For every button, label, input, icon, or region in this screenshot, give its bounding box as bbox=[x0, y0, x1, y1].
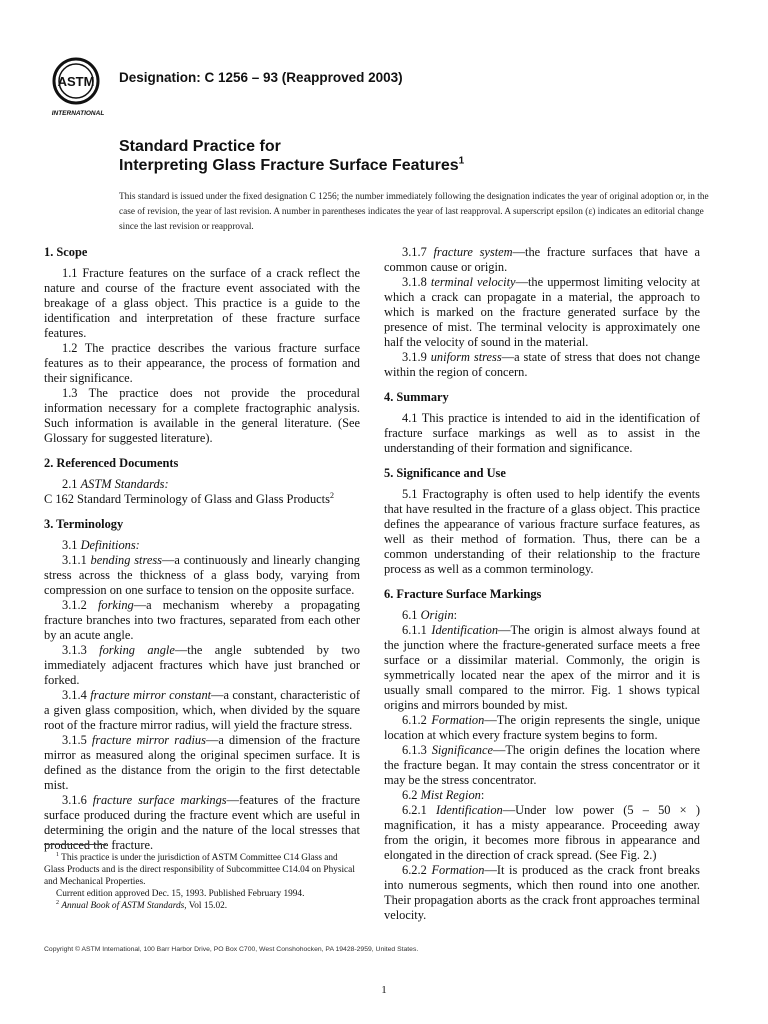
designation: Designation: C 1256 – 93 (Reapproved 2003) bbox=[119, 70, 403, 85]
page-title bbox=[119, 137, 464, 175]
logo-subtext: INTERNATIONAL bbox=[51, 110, 105, 117]
astm-logo bbox=[48, 55, 110, 117]
mist-label: 6.2 Mist Region: bbox=[402, 788, 485, 802]
significance-p1: 5.1 Fractography is often used to help identify the events that have resulted in the fracture of a glass object. This practice defines the appearance of various fracture surface features, as well as their method of formation. Thus, there can be a common understanding of their relationship to the fracture process as well as a common terminology. bbox=[384, 487, 700, 576]
definition-bending-stress: 3.1.1 bending stress—a continuously and linearly changing stress across the thickness of a glass body, varying from compression on one surface to tension on the opposite surface. bbox=[44, 553, 360, 597]
definition-forking-angle: 3.1.3 forking angle—the angle subtended by two immediately adjacent fractures which have just branched or forked. bbox=[44, 643, 361, 687]
definition-fracture-mirror-constant: 3.1.4 fracture mirror constant—a constant, characteristic of a given glass composition, which, when divided by the square root of the fracture mirror radius, will yield the fracture stress. bbox=[44, 688, 360, 732]
summary-p1: 4.1 This practice is intended to aid in the identification of fracture surface markings as well as to assist in the understanding of their formation and significance. bbox=[384, 411, 700, 455]
astm-logo-icon bbox=[48, 55, 110, 117]
mist-identification: 6.2.1 Identification—Under low power (5 – 50 × ) magnification, it has a misty appearance. Proceeding away from the origin, it becomes more fibrous in appearance and elongated in the direction of crack spread. (See Fig. 2.) bbox=[384, 803, 700, 862]
footnote-1-line-2: Current edition approved Dec. 15, 1993. Published February 1994. bbox=[56, 889, 305, 899]
refs-item: C 162 Standard Terminology of Glass and Glass Products$^2$ bbox=[44, 490, 334, 506]
section-summary-heading: 4. Summary bbox=[384, 390, 449, 404]
right-column bbox=[384, 245, 700, 923]
footnotes bbox=[44, 852, 360, 912]
left-column bbox=[44, 245, 360, 853]
title-footnote-mark: 1 bbox=[458, 155, 465, 167]
scope-p3: 1.3 The practice does not provide the procedural information necessary for a complete fractographic analysis. Such information is available in the general literature. (See Glossary for suggested literature). bbox=[44, 386, 360, 445]
intro-paragraph: This standard is issued under the fixed designation C 1256; the number immediately following the designation indicates the year of original adoption or, in the case of revision, the year of last revision. A number in parentheses indicates the year of last reapproval. A superscript epsilon (ε) indicates an editorial change since the last revision or reapproval. bbox=[119, 192, 709, 232]
footnote-1: $^1$ This practice is under the jurisdiction of ASTM Committee C14 Glass and Glass Products and is the direct responsibility of Subcommittee C14.04 on Physical and Mechanical Properties. bbox=[44, 851, 355, 887]
copyright-notice: Copyright © ASTM International, 100 Barr Harbor Drive, PO Box C700, West Conshohocken, PA 19428-2959, United States. bbox=[44, 946, 419, 953]
footnote-2: $^2$ Annual Book of ASTM Standards, Vol 15.02. bbox=[56, 899, 228, 911]
title-line-1: Standard Practice for bbox=[119, 138, 281, 155]
logo-text: ASTM bbox=[57, 74, 95, 89]
page-number: 1 bbox=[381, 984, 387, 996]
section-refs-heading: 2. Referenced Documents bbox=[44, 456, 179, 470]
origin-label: 6.1 Origin: bbox=[402, 608, 458, 622]
section-scope-heading: 1. Scope bbox=[44, 245, 88, 259]
section-terminology-heading: 3. Terminology bbox=[44, 517, 124, 531]
definition-forking: 3.1.2 forking—a mechanism whereby a propagating fracture branches into two fractures, separated from each other by an acute angle. bbox=[44, 598, 360, 642]
title-line-2: Interpreting Glass Fracture Surface Features$^1$ bbox=[119, 155, 465, 174]
definition-uniform-stress: 3.1.9 uniform stress—a state of stress that does not change within the region of concern. bbox=[384, 350, 700, 379]
mist-formation: 6.2.2 Formation—It is produced as the crack front breaks into numerous segments, which then round into one another. Their propagation aborts as the crack front approaches terminal velocity. bbox=[384, 863, 700, 922]
definition-fracture-surface-markings: 3.1.6 fracture surface markings—features of the fracture surface produced during the fracture event which are useful in determining the origin and the nature of the local stresses that produced the fracture. bbox=[44, 793, 361, 852]
definition-fracture-mirror-radius: 3.1.5 fracture mirror radius—a dimension of the fracture mirror as measured along the original specimen surface. It is defined as the distance from the origin to the first detectable mist. bbox=[44, 733, 360, 792]
definition-fracture-system: 3.1.7 fracture system—the fracture surfaces that have a common cause or origin. bbox=[384, 245, 701, 274]
section-markings-heading: 6. Fracture Surface Markings bbox=[384, 587, 542, 601]
definition-terminal-velocity: 3.1.8 terminal velocity—the uppermost limiting velocity at which a crack can propagate in a material, the approach to which is marked on the fracture generated surface by the presence of mist. The terminal velocity is approximately one half the velocity of sound in the material. bbox=[384, 275, 701, 349]
origin-significance: 6.1.3 Significance—The origin defines the location where the fracture began. It may contain the stress concentrator or it may be the stress concentrator. bbox=[384, 743, 700, 787]
scope-p2: 1.2 The practice describes the various fracture surface features as to their appearance, the process of formation and their significance. bbox=[44, 341, 360, 385]
footnote-divider bbox=[44, 844, 106, 845]
scope-p1: 1.1 Fracture features on the surface of a crack reflect the nature and course of the fracture event associated with the breakage of a glass object. This practice is a guide to the identification and interpretation of these fracture surface features. bbox=[44, 266, 360, 340]
origin-identification: 6.1.1 Identification—The origin is almost always found at the junction where the fracture-generated surface meets a free surface or a dissimilar material. Commonly, the origin is symmetrically located near the apex of the mirror and it is usually small compared to the mirror. Fig. 1 shows typical origins and mirrors bounded by mist. bbox=[384, 623, 700, 712]
origin-formation: 6.1.2 Formation—The origin represents the single, unique location at which every fracture system begins to form. bbox=[384, 713, 700, 742]
section-significance-heading: 5. Significance and Use bbox=[384, 466, 506, 480]
definitions-label: 3.1 Definitions: bbox=[62, 538, 140, 552]
refs-label: 2.1 ASTM Standards: bbox=[62, 477, 169, 491]
